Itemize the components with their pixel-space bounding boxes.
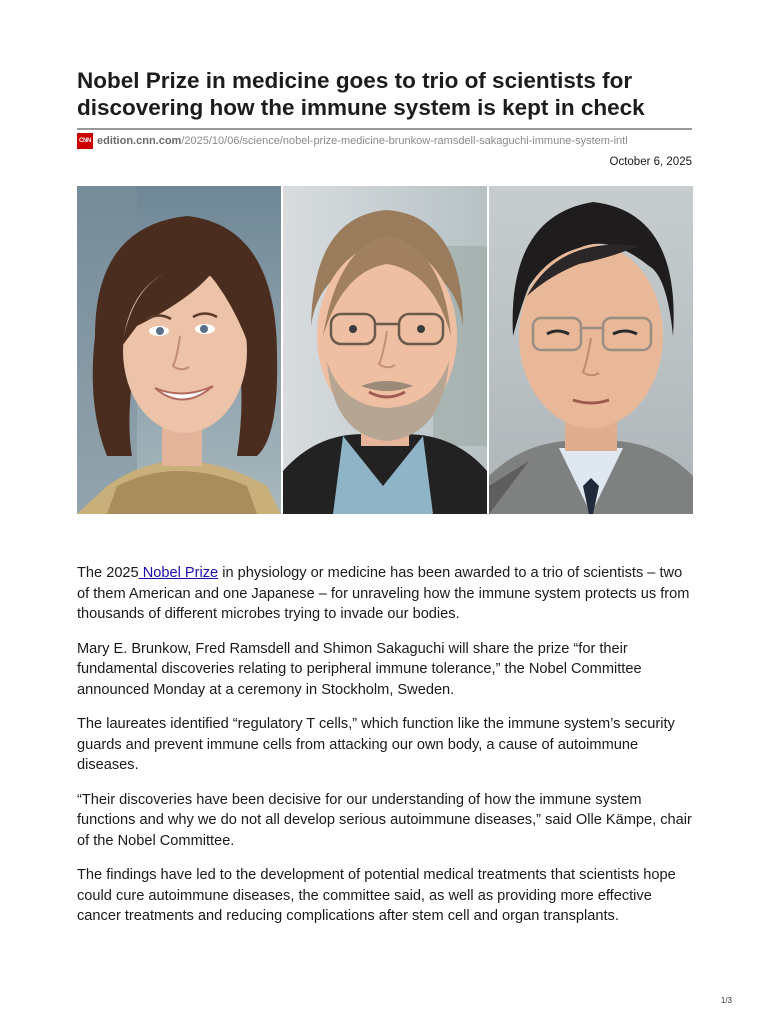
paragraph-1	[77, 563, 697, 625]
photo-brunkow	[77, 186, 281, 514]
article-body	[77, 563, 697, 941]
cnn-logo-icon: CNN	[77, 133, 93, 149]
paragraph-5: The findings have led to the development of potential medical treatments that scientists hope could cure autoimmune diseases, the committee said, as well as providing more effective cancer treatments and reducing complications after stem cell and organ transplants.	[77, 867, 676, 924]
title-divider	[77, 128, 692, 130]
article-date: October 6, 2025	[609, 156, 692, 168]
source-line[interactable]	[77, 133, 628, 149]
paragraph-1-start: The 2025	[77, 565, 139, 581]
portrait-man-glasses-beard-image	[283, 186, 487, 514]
photo-sakaguchi	[489, 186, 693, 514]
paragraph-3: The laureates identified “regulatory T cells,” which function like the immune system’s security guards and prevent immune cells from attacking our own body, a cause of autoimmune diseases.	[77, 716, 675, 773]
page-number: 1/3	[720, 996, 732, 1005]
photo-ramsdell	[283, 186, 487, 514]
paragraph-2: Mary E. Brunkow, Fred Ramsdell and Shimon Sakaguchi will share the prize “for their fundamental discoveries relating to peripheral immune tolerance,” the Nobel Committee announced Monday at a ceremony in Stockholm, Sweden.	[77, 640, 642, 698]
paragraph-4: “Their discoveries have been decisive for our understanding of how the immune system functions and why we do not all develop serious autoimmune diseases,” said Olle Kämpe, chair of the Nobel Committee.	[77, 791, 692, 849]
paragraph-1-rest: in physiology or medicine has been awarded to a trio of scientists – two of them American and one Japanese – for unraveling how the immune system protects us from thousands of different microbes trying to invade our bodies.	[77, 565, 690, 622]
nobel-prize-link[interactable]: Nobel Prize	[138, 565, 219, 581]
portrait-man-dark-hair-glasses-image	[489, 186, 693, 514]
source-path[interactable]: /2025/10/06/science/nobel-prize-medicine-brunkow-ramsdell-sakaguchi-immune-system-intl	[181, 135, 628, 147]
article-title: Nobel Prize in medicine goes to trio of scientists for discovering how the immune system is kept in check	[77, 68, 645, 120]
source-domain[interactable]: edition.cnn.com	[97, 135, 182, 147]
portrait-woman-image	[77, 186, 281, 514]
laureates-photo	[77, 186, 693, 514]
